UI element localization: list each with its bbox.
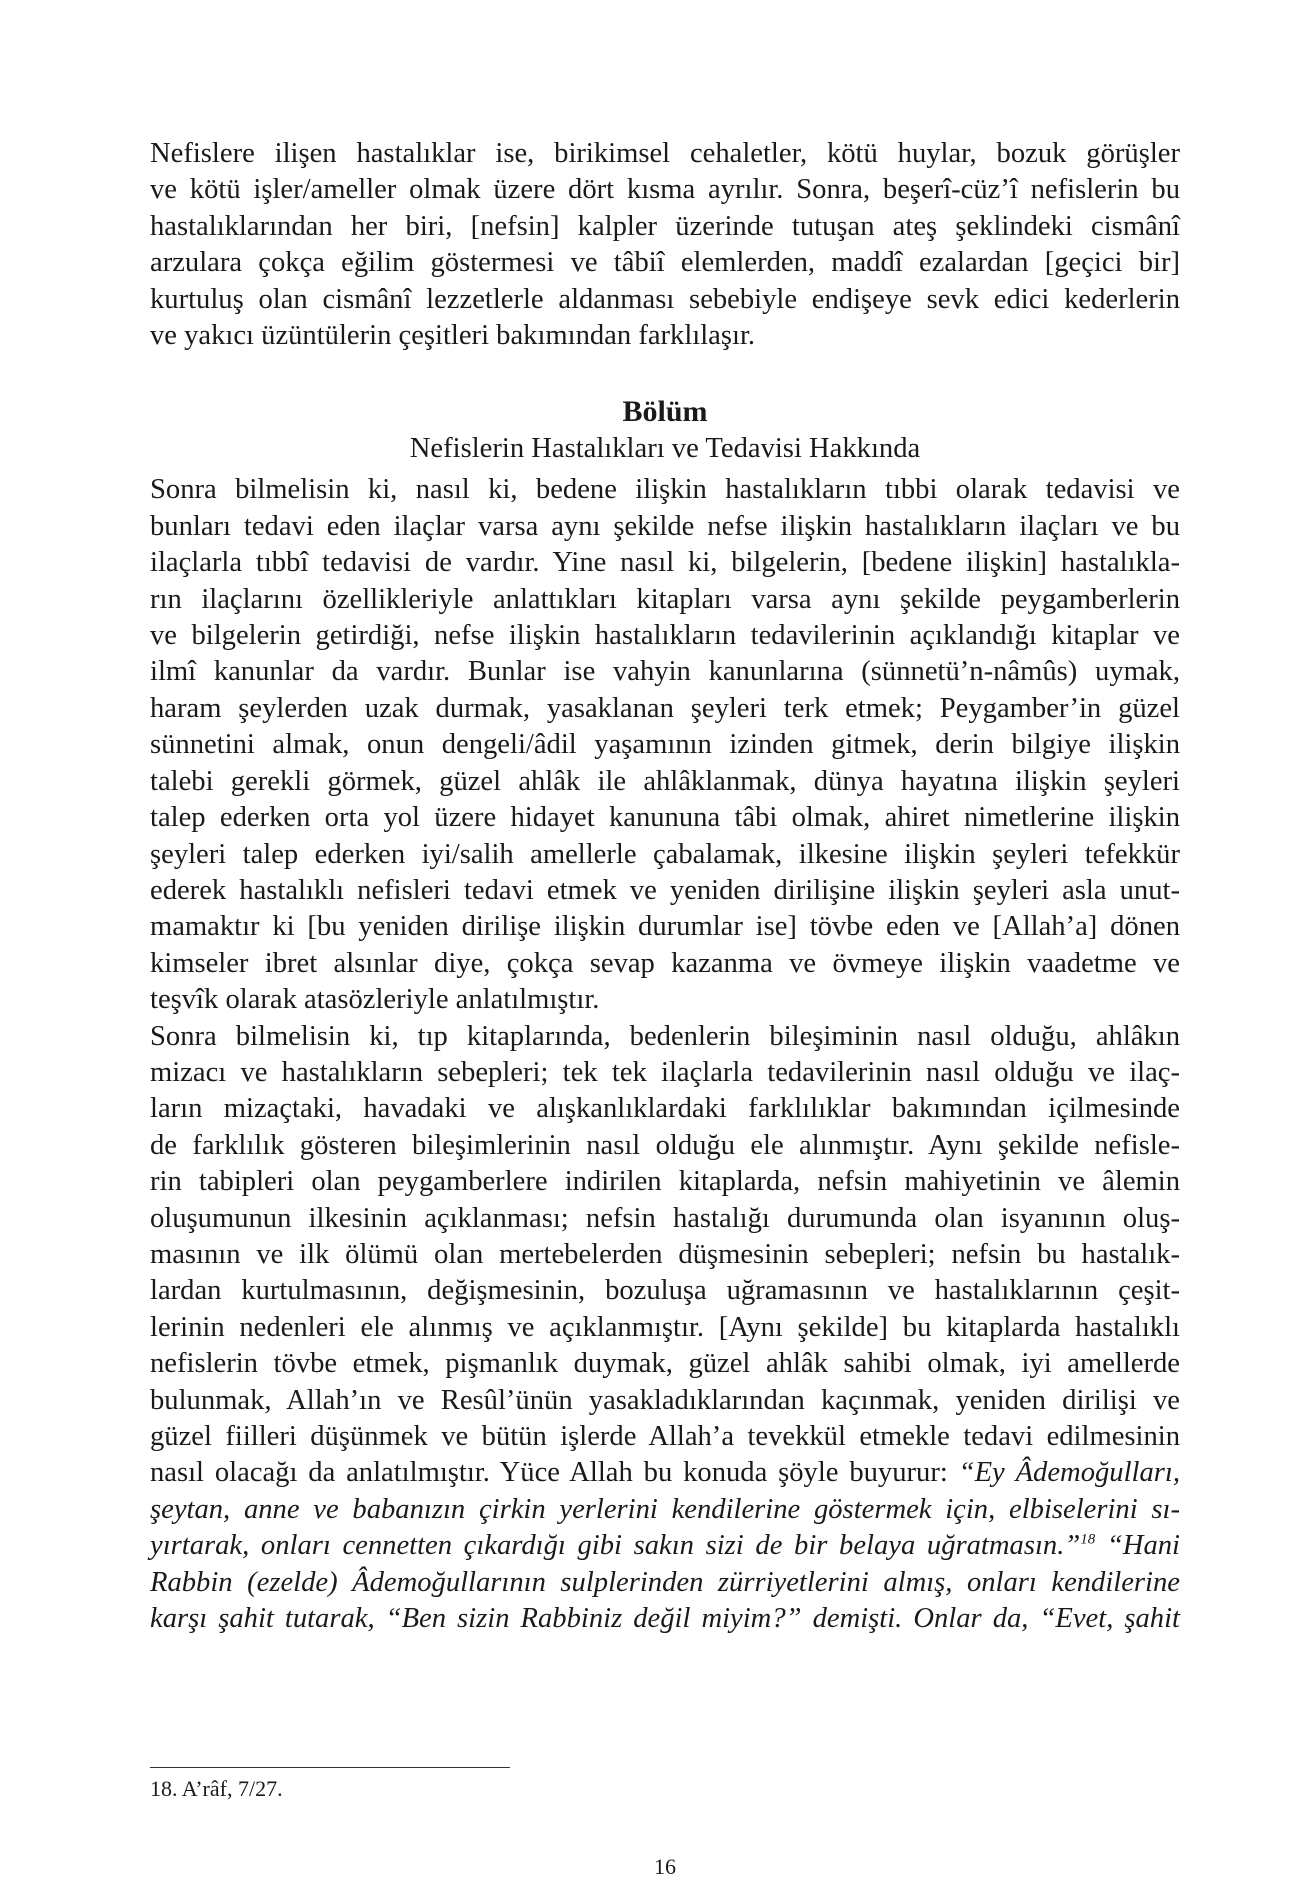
text-line: kurtuluş olan cismânî lezzetlerle aldanması sebebiyle endişeye sevk edici kederlerin — [150, 283, 1180, 315]
text-line: Sonra bilmelisin ki, nasıl ki, bedene ilişkin hastalıkların tıbbi olarak tedavisi ve — [150, 474, 1180, 506]
text-line: ve kötü işler/ameller olmak üzere dört kısma ayrılır. Sonra, beşerî-cüz’î nefislerin bu — [150, 174, 1180, 206]
text-line: kimseler ibret alsınlar diye, çokça sevap kazanma ve övmeye ilişkin vaadetme ve — [150, 947, 1180, 979]
paragraph-2 — [150, 472, 1180, 1018]
paragraph-1 — [150, 136, 1180, 354]
text-line — [150, 1455, 1180, 1491]
text-line: ilmî kanunlar da vardır. Bunlar ise vahyin kanunlarına (sünnetü’n-nâmûs) uymak, — [150, 656, 1180, 688]
text-line: rin tabipleri olan peygamberlere indirilen kitaplarda, nefsin mahiyetinin ve âlemin — [150, 1166, 1180, 1198]
section-heading — [150, 394, 1180, 468]
text-line: talebi gerekli görmek, güzel ahlâk ile ahlâklanmak, dünya hayatına ilişkin şeyleri — [150, 765, 1180, 797]
text-line: Nefislere ilişen hastalıklar ise, birikimsel cehaletler, kötü huylar, bozuk görüşler — [150, 138, 1180, 169]
page — [150, 136, 1180, 1879]
quote-line — [150, 1528, 1180, 1564]
section-subtitle: Nefislerin Hastalıkları ve Tedavisi Hakkında — [409, 433, 921, 465]
text-line: Sonra bilmelisin ki, tıp kitaplarında, bedenlerin bileşiminin nasıl olduğu, ahlâkın — [150, 1020, 1180, 1052]
quote-text: yırtarak, onları cennetten çıkardığı gibi sakın sizi de bir belaya uğratmasın.” — [150, 1530, 1081, 1562]
quote-line: şeytan, anne ve babanızın çirkin yerlerini kendilerine göstermek için, elbiselerini sı- — [150, 1493, 1180, 1525]
text-line: lardan kurtulmasının, değişmesinin, bozuluşa uğramasının ve hastalıklarının çeşit- — [150, 1275, 1180, 1307]
text-line: ederek hastalıklı nefisleri tedavi etmek ve yeniden dirilişine ilişkin şeyleri asla unut- — [150, 874, 1180, 906]
text-line: de farklılık gösteren bileşimlerinin nasıl olduğu ele alınmıştır. Aynı şekilde nefisle- — [150, 1129, 1180, 1161]
text-line: bulunmak, Allah’ın ve Resûl’ünün yasakladıklarından kaçınmak, yeniden dirilişi ve — [150, 1384, 1180, 1416]
text-line: hastalıklarından her biri, [nefsin] kalpler üzerinde tutuşan ateş şeklindeki cismânî — [150, 210, 1180, 242]
quote-line: karşı şahit tutarak, “Ben sizin Rabbiniz değil miyim?” demişti. Onlar da, “Evet, şahit — [150, 1603, 1180, 1635]
text-line: ve bilgelerin getirdiği, nefse ilişkin hastalıkların tedavilerinin açıklandığı kitaplar ve — [150, 620, 1180, 652]
text-line: arzulara çokça eğilim göstermesi ve tâbiî elemlerden, maddî ezalardan [geçici bir] — [150, 247, 1180, 279]
footnote-divider — [150, 1767, 510, 1768]
text-line: rın ilaçlarını özellikleriyle anlattıkları kitapları varsa aynı şekilde peygamberlerin — [150, 583, 1180, 615]
footnote: 18. A’râf, 7/27. — [150, 1776, 283, 1801]
quote-text: “Hani — [1095, 1530, 1180, 1562]
paragraph-3 — [150, 1019, 1180, 1638]
text-line: oluşumunun ilkesinin açıklanması; nefsin hastalığı durumunda olan isyanının oluş- — [150, 1202, 1180, 1234]
text-line: şeyleri talep ederken iyi/salih amellerle çabalamak, ilkesine ilişkin şeyleri tefekkür — [150, 838, 1180, 870]
text-line: ve yakıcı üzüntülerin çeşitleri bakımından farklılaşır. — [150, 320, 756, 352]
text-run: nasıl olacağı da anlatılmıştır. Yüce Allah bu konuda şöyle buyurur: — [150, 1457, 959, 1489]
text-line: ilaçlarla tıbbî tedavisi de vardır. Yine nasıl ki, bilgelerin, [bedene ilişkin] hastalıkla- — [150, 547, 1180, 579]
text-line: lerinin nedenleri ele alınmış ve açıklanmıştır. [Aynı şekilde] bu kitaplarda hastalıklı — [150, 1311, 1180, 1343]
text-line: teşvîk olarak atasözleriyle anlatılmıştır. — [150, 984, 600, 1016]
text-line: bunları tedavi eden ilaçlar varsa aynı şekilde nefse ilişkin hastalıkların ilaçları ve bu — [150, 510, 1180, 542]
page-number: 16 — [654, 1854, 676, 1879]
quote-line: Rabbin (ezelde) Âdemoğullarının sulplerinden zürriyetlerini almış, onları kendilerine — [150, 1566, 1180, 1598]
quote-text: “Ey Âdemoğulları, — [958, 1457, 1180, 1489]
text-line: masının ve ilk ölümü olan mertebelerden düşmesinin sebepleri; nefsin bu hastalık- — [150, 1238, 1180, 1270]
text-line: nefislerin tövbe etmek, pişmanlık duymak, güzel ahlâk sahibi olmak, iyi amellerde — [150, 1348, 1180, 1380]
text-line: mamaktır ki [bu yeniden dirilişe ilişkin durumlar ise] tövbe eden ve [Allah’a] dönen — [150, 911, 1180, 943]
text-line: haram şeylerden uzak durmak, yasaklanan şeyleri terk etmek; Peygamber’in güzel — [150, 692, 1180, 724]
text-line: talep ederken orta yol üzere hidayet kanununa tâbi olmak, ahiret nimetlerine ilişkin — [150, 802, 1180, 834]
footnote-marker: 18 — [1080, 1531, 1096, 1548]
text-line: mizacı ve hastalıkların sebepleri; tek tek ilaçlarla tedavilerinin nasıl olduğu ve ilaç- — [150, 1056, 1180, 1088]
text-line: sünnetini almak, onun dengeli/âdil yaşamının izinden gitmek, derin bilgiye ilişkin — [150, 729, 1180, 761]
text-line: ların mizaçtaki, havadaki ve alışkanlıklardaki farklılıklar bakımından içilmesinde — [150, 1093, 1180, 1125]
text-line: güzel fiilleri düşünmek ve bütün işlerde Allah’a tevekkül etmekle tedavi edilmesinin — [150, 1421, 1180, 1452]
section-title: Bölüm — [622, 395, 708, 429]
